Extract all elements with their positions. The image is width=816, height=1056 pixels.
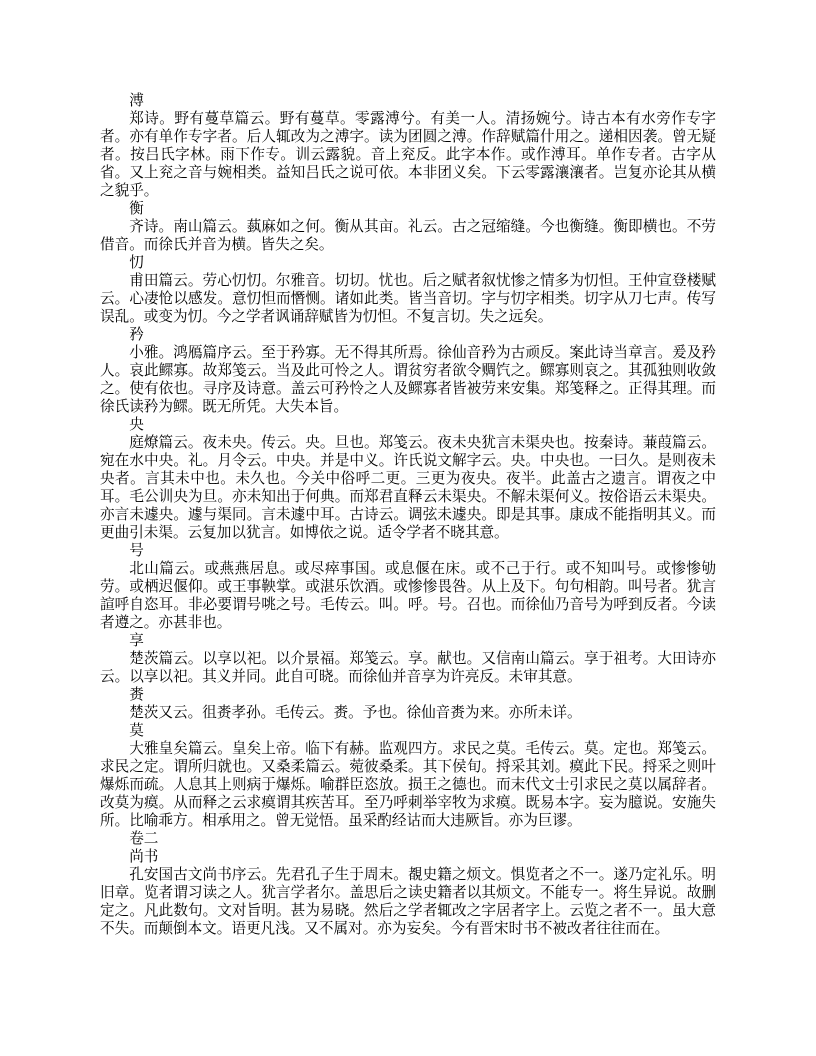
paragraph: 庭燎篇云。夜未央。传云。央。旦也。郑笺云。夜未央犹言未渠央也。按秦诗。蒹葭篇云。宛在水中央。礼。月令云。中央。并是中义。许氏说文解字云。央。中央也。一曰久。是则夜未央者。言其未中也。未久也。今关中俗呼二更。三更为夜央。夜半。此盖古之遗言。谓夜之中耳。毛公训央为旦。亦未知出于何典。而郑君直释云未渠央。不解未渠何义。按俗语云未渠央。亦言未遽央。遽与渠同。言未遽中耳。古诗云。调弦未遽央。即是其事。康成不能指明其义。而更曲引未渠。云复加以犹言。如博依之说。适令学者不晓其意。 [100, 435, 716, 541]
section-heading: 赉 [129, 687, 144, 703]
paragraph: 小雅。鸿鴈篇序云。至于矜寡。无不得其所焉。徐仙音矜为古顽反。案此诗当章言。爰及矜人。哀此鳏寡。故郑笺云。当及此可怜之人。谓贫穷者欲令赒饩之。鳏寡则哀之。其孤独则收敛之。使有依也。寻序及诗意。盖云可矜怜之人及鳏寡者皆被劳来安集。郑笺释之。正得其理。而徐氏读矜为鳏。既无所凭。大失本旨。 [100, 345, 716, 415]
section-heading: 央 [129, 417, 144, 433]
section-heading: 溥 [129, 93, 144, 109]
paragraph: 北山篇云。或燕燕居息。或尽瘁事国。或息偃在床。或不己于行。或不知叫号。或惨惨劬劳。或栖迟偃仰。或王事鞅掌。或湛乐饮酒。或惨惨畏咎。从上及下。句句相韵。叫号者。犹言諠呼自恣耳。非必要谓号咷之号。毛传云。叫。呼。号。召也。而徐仙乃音号为呼到反者。今读者遵之。亦甚非也。 [100, 561, 716, 631]
section-heading: 莫 [129, 723, 144, 739]
paragraph: 楚茨又云。徂赉孝孙。毛传云。赉。予也。徐仙音赉为来。亦所未详。 [129, 705, 582, 721]
paragraph: 齐诗。南山篇云。蓺麻如之何。衡从其亩。礼云。古之冠缩缝。今也衡缝。衡即横也。不劳借音。而徐氏并音为横。皆失之矣。 [100, 219, 716, 253]
section-heading: 尚书 [129, 849, 159, 865]
paragraph: 郑诗。野有蔓草篇云。野有蔓草。零露溥兮。有美一人。清扬婉兮。诗古本有水旁作专字者。亦有单作专字者。后人辄改为之溥字。读为团圆之溥。作辞赋篇什用之。递相因袭。曾无疑者。按吕氏字林。雨下作专。训云露貌。音上兖反。此字本作。或作溥耳。单作专者。古字从省。又上兖之音与婉相类。益知吕氏之说可依。本非团义矣。下云零露瀼瀼者。岂复亦论其从横之貌乎。 [100, 111, 716, 199]
paragraph: 楚茨篇云。以享以祀。以介景福。郑笺云。享。献也。又信南山篇云。享于祖考。大田诗亦云。以享以祀。其义并同。此自可晓。而徐仙并音享为许亮反。未审其意。 [100, 651, 716, 685]
paragraph: 大雅皇矣篇云。皇矣上帝。临下有赫。监观四方。求民之莫。毛传云。莫。定也。郑笺云。求民之定。谓所归就也。又桑柔篇云。菀彼桑柔。其下侯旬。捋采其刘。瘼此下民。捋采之则叶爆烁而疏。人息其上则病于爆烁。喻群臣恣放。损王之德也。而末代文士引求民之莫以属辞者。改莫为瘼。从而释之云求瘼谓其疾苦耳。至乃呼刺举宰牧为求瘼。既易本字。妄为臆说。安施失所。比喻乖方。相承用之。曾无觉悟。虽采酌经诂而大违厥旨。亦为巨谬。 [100, 741, 716, 829]
section-heading: 矜 [129, 327, 144, 343]
section-heading: 享 [129, 633, 144, 649]
document-body [100, 92, 716, 938]
section-heading: 忉 [129, 255, 144, 271]
paragraph: 孔安国古文尚书序云。先君孔子生于周末。覩史籍之烦文。惧览者之不一。遂乃定礼乐。明旧章。览者谓习读之人。犹言学者尔。盖思后之读史籍者以其烦文。不能专一。将生异说。故删定之。凡此数句。文对旨明。甚为易晓。然后之学者辄改之字居者字上。云览之者不一。虽大意不失。而颠倒本文。语更凡浅。又不属对。亦为妄矣。今有晋宋时书不被改者往往而在。 [100, 867, 716, 937]
section-heading: 卷二 [129, 831, 159, 847]
paragraph: 甫田篇云。劳心忉忉。尔雅音。切切。忧也。后之赋者叙忧惨之情多为忉怛。王仲宣登楼赋云。心凄怆以感发。意忉怛而憯恻。诸如此类。皆当音切。字与忉字相类。切字从刀七声。传写误乱。或变为忉。今之学者讽诵辞赋皆为忉怛。不复言切。失之远矣。 [100, 273, 716, 325]
section-heading: 号 [129, 543, 144, 559]
section-heading: 衡 [129, 201, 144, 217]
